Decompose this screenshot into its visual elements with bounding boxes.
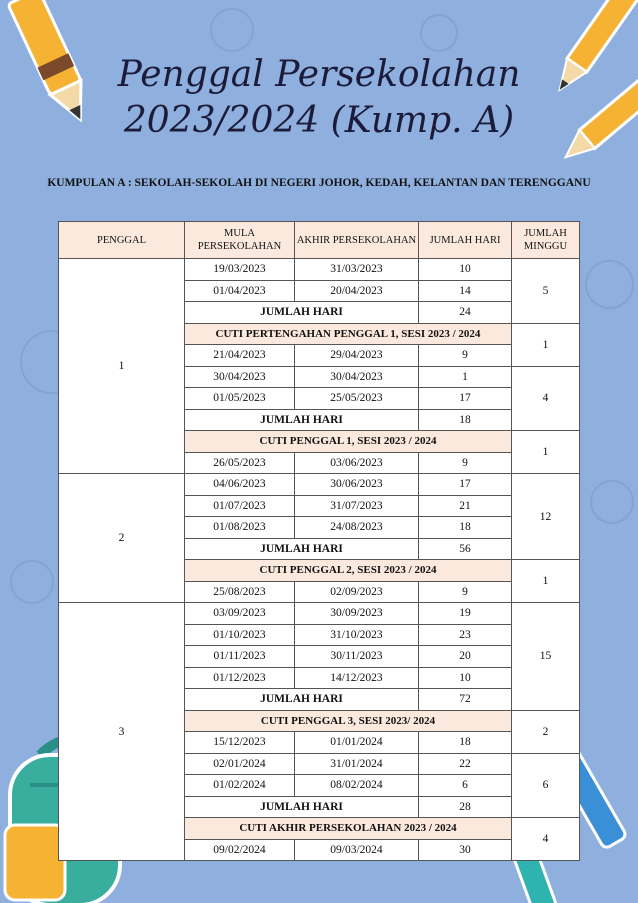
minggu-cell: 1 (512, 431, 580, 474)
total-label: JUMLAH HARI (185, 302, 419, 324)
mula-cell: 04/06/2023 (185, 474, 295, 496)
mula-cell: 01/08/2023 (185, 517, 295, 539)
mula-cell: 21/04/2023 (185, 345, 295, 367)
akhir-cell: 31/03/2023 (295, 259, 419, 281)
hari-cell: 19 (419, 603, 512, 625)
hari-cell: 18 (419, 517, 512, 539)
doodle-circle (585, 260, 634, 309)
mula-cell: 15/12/2023 (185, 732, 295, 754)
hari-cell: 10 (419, 667, 512, 689)
hari-cell: 9 (419, 452, 512, 474)
penggal-cell: 3 (59, 603, 185, 861)
mula-cell: 02/01/2024 (185, 753, 295, 775)
akhir-cell: 30/04/2023 (295, 366, 419, 388)
minggu-cell: 4 (512, 818, 580, 861)
minggu-cell: 4 (512, 366, 580, 431)
table-header-row (59, 222, 580, 259)
minggu-cell: 6 (512, 753, 580, 818)
hari-cell: 9 (419, 581, 512, 603)
akhir-cell: 29/04/2023 (295, 345, 419, 367)
hari-cell: 24 (419, 302, 512, 324)
table-row (59, 259, 580, 281)
minggu-cell: 2 (512, 710, 580, 753)
hari-cell: 56 (419, 538, 512, 560)
minggu-cell: 15 (512, 603, 580, 711)
akhir-cell: 30/11/2023 (295, 646, 419, 668)
holiday-label: CUTI PERTENGAHAN PENGGAL 1, SESI 2023 / 2024 (185, 323, 512, 345)
holiday-label: CUTI PENGGAL 2, SESI 2023 / 2024 (185, 560, 512, 582)
hari-cell: 1 (419, 366, 512, 388)
akhir-cell: 14/12/2023 (295, 667, 419, 689)
mula-cell: 01/11/2023 (185, 646, 295, 668)
hari-cell: 14 (419, 280, 512, 302)
hari-cell: 28 (419, 796, 512, 818)
header-akhir: AKHIR PERSEKOLAHAN (295, 222, 419, 259)
total-label: JUMLAH HARI (185, 409, 419, 431)
hari-cell: 22 (419, 753, 512, 775)
akhir-cell: 25/05/2023 (295, 388, 419, 410)
header-jumlah-hari: JUMLAH HARI (419, 222, 512, 259)
akhir-cell: 30/06/2023 (295, 474, 419, 496)
hari-cell: 17 (419, 388, 512, 410)
doodle-circle (10, 560, 54, 604)
mula-cell: 01/10/2023 (185, 624, 295, 646)
doodle-circle (590, 480, 634, 524)
holiday-label: CUTI AKHIR PERSEKOLAHAN 2023 / 2024 (185, 818, 512, 840)
doodle-circle (210, 8, 254, 52)
penggal-cell: 1 (59, 259, 185, 474)
total-label: JUMLAH HARI (185, 796, 419, 818)
hari-cell: 6 (419, 775, 512, 797)
minggu-cell: 5 (512, 259, 580, 324)
hari-cell: 72 (419, 689, 512, 711)
penggal-cell: 2 (59, 474, 185, 603)
holiday-label: CUTI PENGGAL 1, SESI 2023 / 2024 (185, 431, 512, 453)
holiday-label: CUTI PENGGAL 3, SESI 2023/ 2024 (185, 710, 512, 732)
akhir-cell: 09/03/2024 (295, 839, 419, 861)
mula-cell: 01/04/2023 (185, 280, 295, 302)
table-row (59, 603, 580, 625)
hari-cell: 17 (419, 474, 512, 496)
term-schedule-table (58, 221, 580, 861)
total-label: JUMLAH HARI (185, 689, 419, 711)
mula-cell: 30/04/2023 (185, 366, 295, 388)
mula-cell: 01/12/2023 (185, 667, 295, 689)
mula-cell: 25/08/2023 (185, 581, 295, 603)
table-row (59, 474, 580, 496)
minggu-cell: 1 (512, 560, 580, 603)
header-penggal: PENGGAL (59, 222, 185, 259)
akhir-cell: 08/02/2024 (295, 775, 419, 797)
minggu-cell: 12 (512, 474, 580, 560)
subtitle: KUMPULAN A : SEKOLAH-SEKOLAH DI NEGERI JOHOR, KEDAH, KELANTAN DAN TERENGGANU (47, 177, 591, 189)
hari-cell: 21 (419, 495, 512, 517)
akhir-cell: 01/01/2024 (295, 732, 419, 754)
mula-cell: 09/02/2024 (185, 839, 295, 861)
mula-cell: 01/02/2024 (185, 775, 295, 797)
akhir-cell: 31/01/2024 (295, 753, 419, 775)
mula-cell: 01/07/2023 (185, 495, 295, 517)
hari-cell: 18 (419, 409, 512, 431)
total-label: JUMLAH HARI (185, 538, 419, 560)
minggu-cell: 1 (512, 323, 580, 366)
hari-cell: 18 (419, 732, 512, 754)
akhir-cell: 31/10/2023 (295, 624, 419, 646)
doodle-circle (420, 14, 458, 52)
hari-cell: 23 (419, 624, 512, 646)
akhir-cell: 30/09/2023 (295, 603, 419, 625)
akhir-cell: 20/04/2023 (295, 280, 419, 302)
page-title-line1: Penggal Persekolahan (117, 54, 521, 95)
mula-cell: 03/09/2023 (185, 603, 295, 625)
akhir-cell: 03/06/2023 (295, 452, 419, 474)
akhir-cell: 24/08/2023 (295, 517, 419, 539)
hari-cell: 20 (419, 646, 512, 668)
hari-cell: 30 (419, 839, 512, 861)
header-mula: MULA PERSEKOLAHAN (185, 222, 295, 259)
mula-cell: 19/03/2023 (185, 259, 295, 281)
akhir-cell: 02/09/2023 (295, 581, 419, 603)
mula-cell: 26/05/2023 (185, 452, 295, 474)
mula-cell: 01/05/2023 (185, 388, 295, 410)
page-title-line2: 2023/2024 (Kump. A) (123, 100, 515, 141)
hari-cell: 10 (419, 259, 512, 281)
akhir-cell: 31/07/2023 (295, 495, 419, 517)
hari-cell: 9 (419, 345, 512, 367)
header-jumlah-minggu: JUMLAH MINGGU (512, 222, 580, 259)
